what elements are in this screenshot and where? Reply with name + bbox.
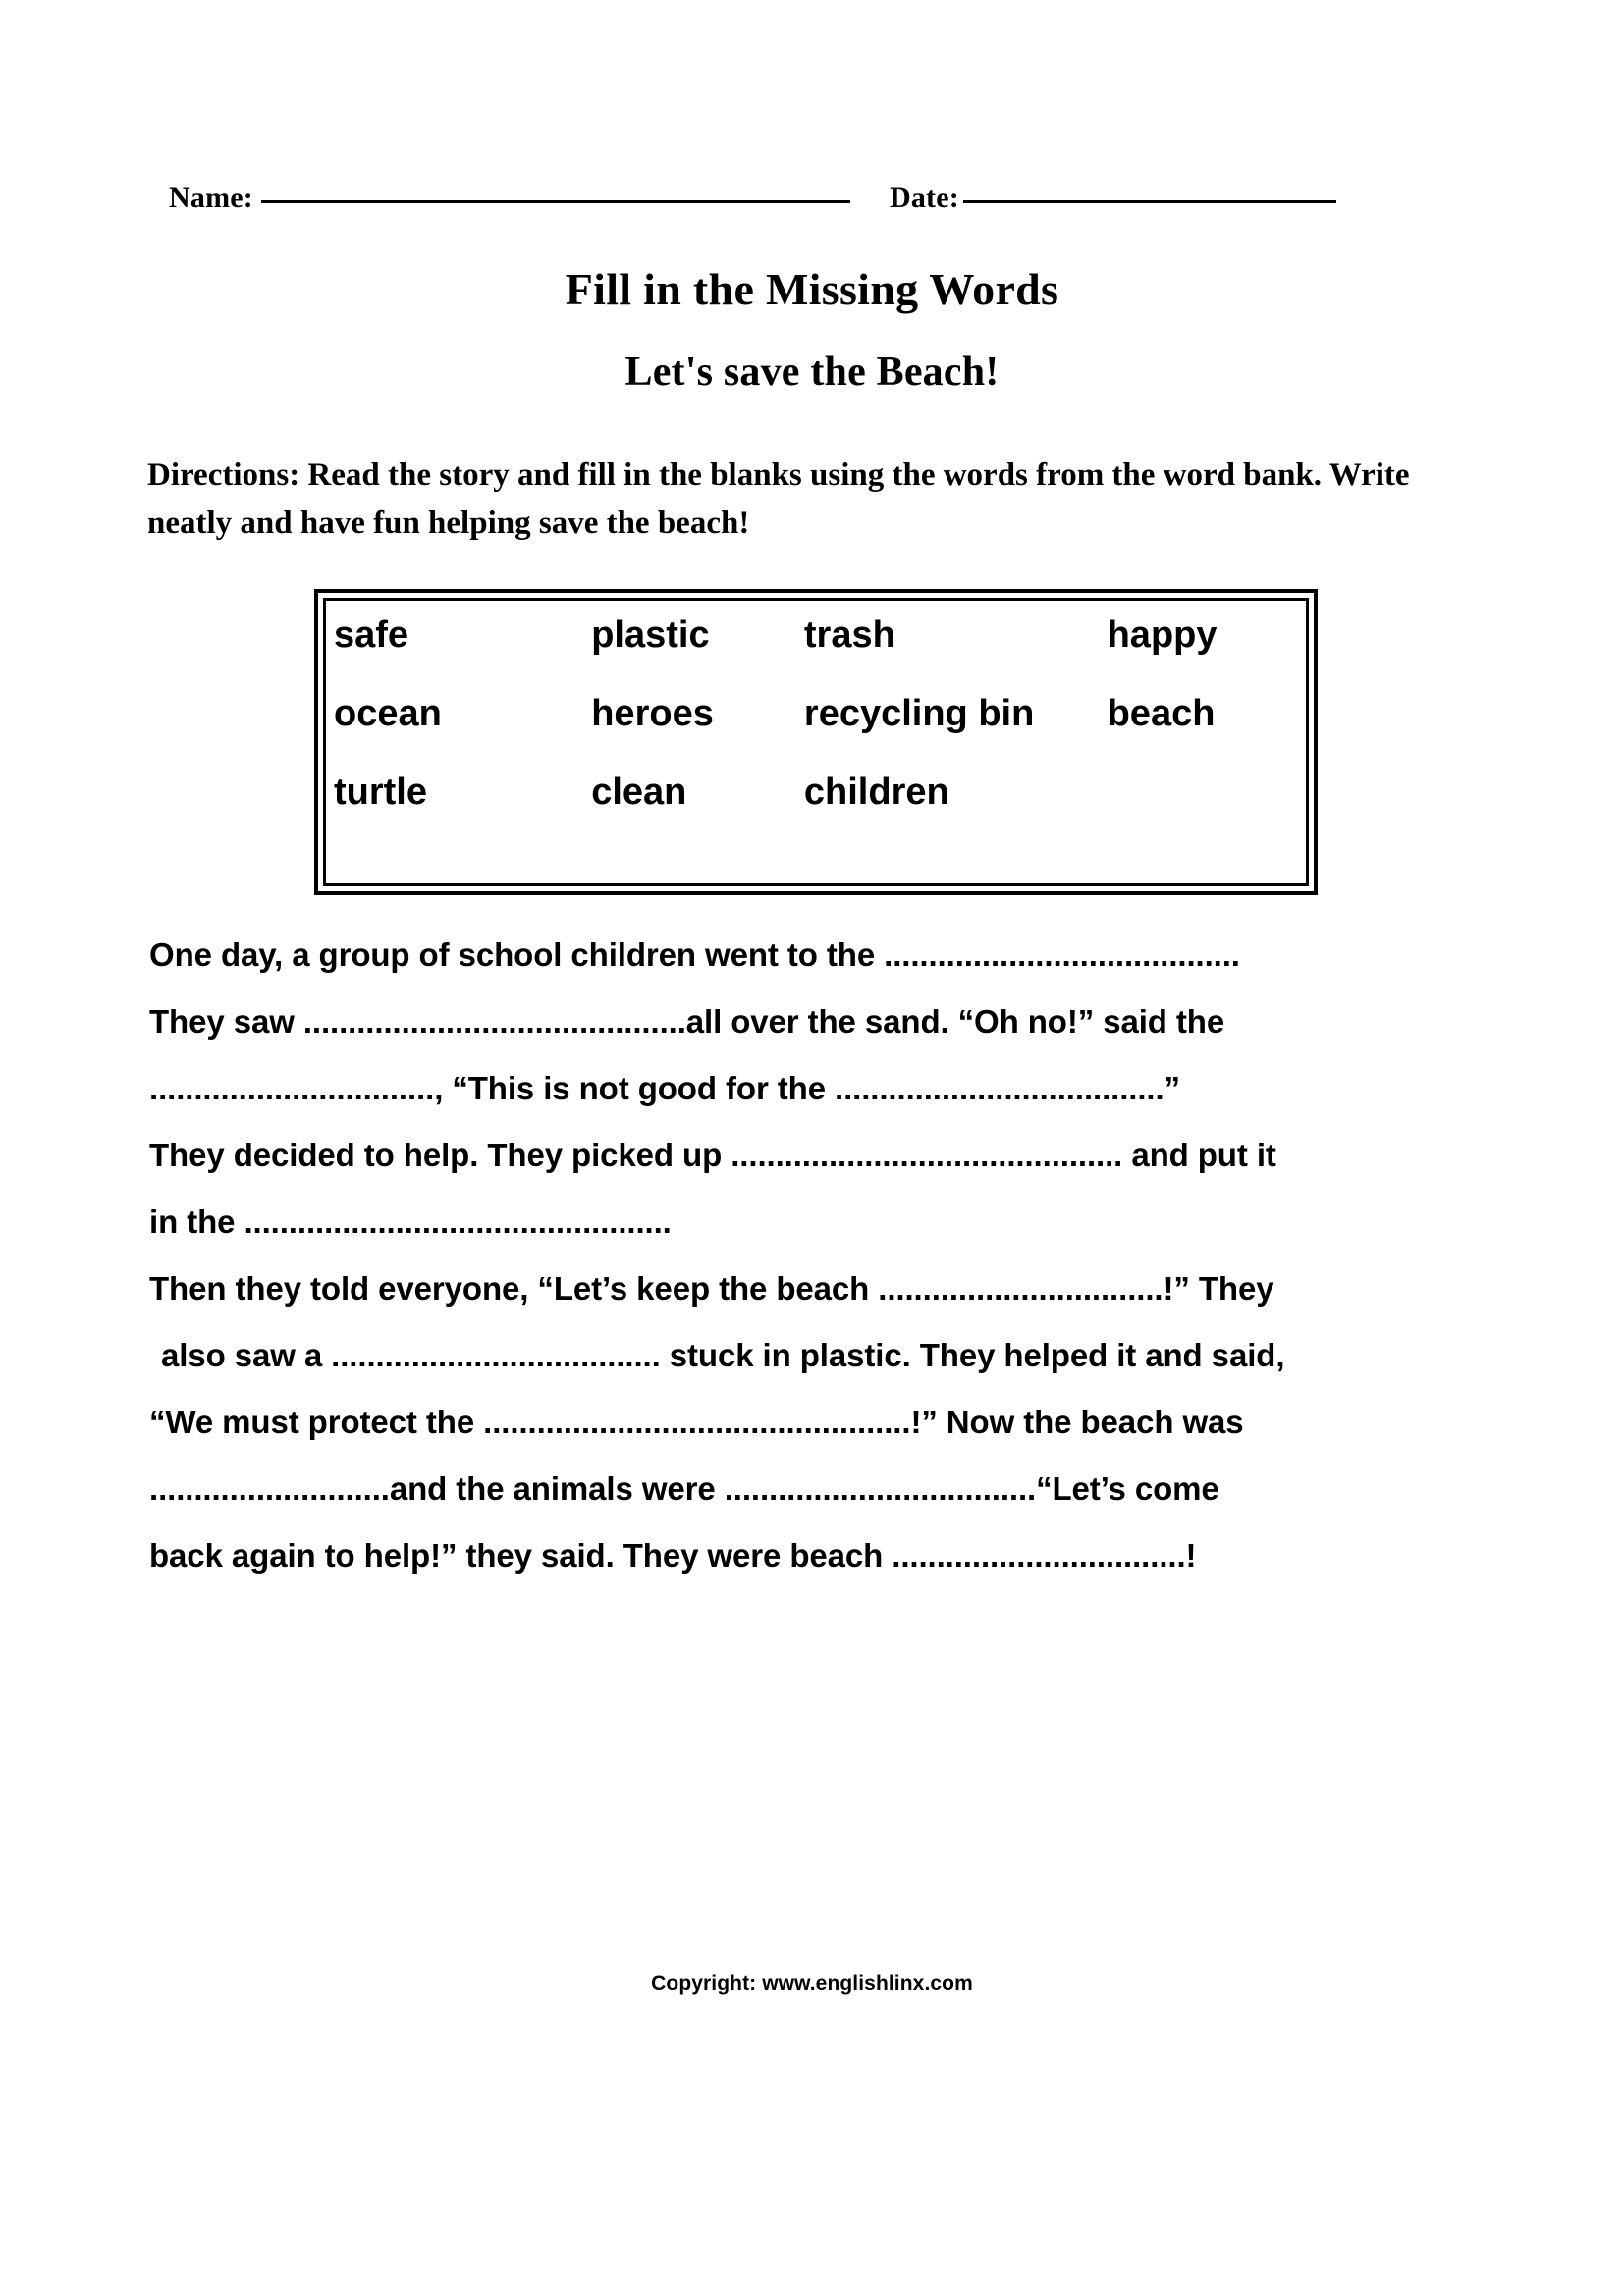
word-bank-word: recycling bin bbox=[803, 693, 1035, 734]
word-bank-box bbox=[314, 589, 1318, 895]
word-bank-row bbox=[332, 614, 1298, 693]
word-bank-grid bbox=[326, 614, 1306, 850]
word-bank-word: beach bbox=[1107, 693, 1216, 734]
story-line: also saw a ..................................... stuck in plastic. They helped it and said, bbox=[161, 1337, 1285, 1373]
story-line: They saw ...........................................all over the sand. “Oh no!” said the bbox=[149, 1003, 1225, 1040]
story-line: They decided to help. They picked up ............................................ and put it bbox=[149, 1137, 1276, 1173]
story-line: One day, a group of school children went to the ........................................ bbox=[149, 936, 1240, 973]
word-bank-row bbox=[332, 772, 1298, 850]
word-bank-row bbox=[332, 693, 1298, 772]
word-bank-word: safe bbox=[334, 614, 409, 656]
story-line: ................................, “This is not good for the .....................................” bbox=[149, 1070, 1180, 1106]
word-bank-inner-border bbox=[323, 598, 1309, 886]
directions-text: Directions: Read the story and fill in the blanks using the words from the word bank. Write neatly and have fun helping save the beach! bbox=[147, 457, 1410, 541]
story-line: in the ................................................ bbox=[149, 1203, 672, 1240]
page-subtitle: Let's save the Beach! bbox=[624, 349, 1000, 395]
date-label: Date: bbox=[889, 182, 959, 214]
name-write-line[interactable] bbox=[261, 200, 850, 203]
word-bank-word: trash bbox=[803, 614, 895, 656]
word-bank-word: happy bbox=[1107, 614, 1218, 656]
word-bank-word: ocean bbox=[334, 693, 442, 734]
word-bank-word: plastic bbox=[591, 614, 710, 656]
word-bank-word: turtle bbox=[334, 772, 427, 813]
word-bank-word: clean bbox=[591, 772, 687, 813]
story-line: ...........................and the animals were ...................................“Let’s come bbox=[149, 1470, 1219, 1507]
page-title: Fill in the Missing Words bbox=[565, 264, 1059, 314]
copyright-footer: Copyright: www.englishlinx.com bbox=[651, 1972, 973, 1995]
story-line: back again to help!” they said. They were beach .................................! bbox=[149, 1537, 1197, 1574]
date-write-line[interactable] bbox=[963, 200, 1336, 203]
story-body bbox=[149, 937, 1504, 1605]
name-date-header bbox=[169, 182, 1455, 227]
name-label: Name: bbox=[169, 182, 253, 214]
word-bank-word: children bbox=[803, 772, 949, 813]
story-line: Then they told everyone, “Let’s keep the beach ................................!” They bbox=[149, 1270, 1274, 1307]
story-line: “We must protect the ................................................!” Now the beach was bbox=[149, 1404, 1244, 1440]
word-bank-word: heroes bbox=[591, 693, 714, 734]
